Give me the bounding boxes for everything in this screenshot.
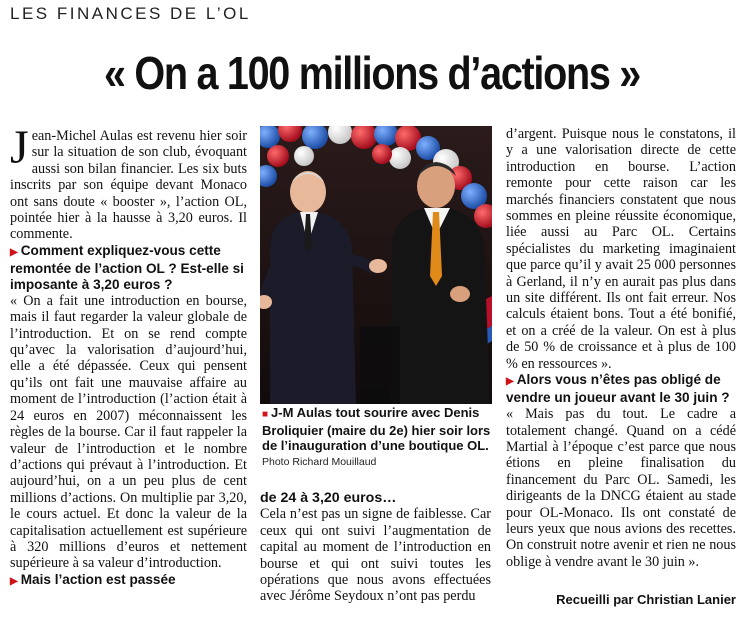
section-kicker: LES FINANCES DE L’OL <box>10 4 251 23</box>
photo-caption <box>262 405 492 468</box>
triangle-bullet-icon: ▶ <box>10 246 18 258</box>
triangle-bullet-icon: ▶ <box>10 575 18 587</box>
article-photo <box>260 126 492 404</box>
caption-text: J-M Aulas tout sourire avec Denis Broliquier (maire du 2e) hier soir lors de l’inauguration d’une boutique OL. <box>262 405 491 453</box>
question-1 <box>10 243 247 293</box>
article-column-1 <box>10 121 247 590</box>
question-1-text: Comment expliquez-vous cette remontée de l’action OL ? Est-elle si imposante à 3,20 euros ? <box>10 242 244 292</box>
question-2 <box>10 572 247 590</box>
answer-1: « On a fait une introduction en bourse, mais il faut regarder la valeur globale de l’introduction. Et on se rend compte qu’avec la valorisation d’aujourd’hui, elle a été dépassée. Ceux qui pensent qu’ils ont fait une mauvaise affaire au moment de l’introduction (l’action était à 24 euros en 2007) méconnaissent les règles de la bourse. Car il faut rappeler la valeur de l’introduction et le nombre d’actions qui prévaut à l’introduction. Et aujourd’hui, on a un peu plus de cent millions d’actions. On multiplie par 3,20, le cours actuel. Et donc la valeur de la capitalisation actuellement est supérieure à 320 millions d’euros et nettement supérieure à sa valeur d’introduction. <box>10 292 247 572</box>
intro-text: ean-Michel Aulas est revenu hier soir sur la situation de son club, évoquant aussi son bilan financier. Les six buts inscrits par son équipe devant Monaco ont sans doute « booster », l’action OL, pointée hier à la hausse à 3,20 euros. Il commente. <box>10 128 247 243</box>
question-3-text: Alors vous n’êtes pas obligé de vendre un joueur avant le 30 juin ? <box>506 372 730 406</box>
answer-2-continued: d’argent. Puisque nous le constatons, il y a une valorisation directe de cette introduction en bourse. L’action remonte pour cette raison car les marchés financiers constatent que nous sommes en pleine réussite économique, liée aussi au Parc OL. Certains spécialistes du marketing imaginaient que parce qu’il y avait 25 000 personnes à Gerland, il n’y en aurait pas plus dans un site différent. Ils ont fait erreur. Nos calculs étaient bons. Tout a été bonifié, et on a créé de la valeur. On est à plus de 50 % de croissance et à plus de 100 % en ressources ». <box>506 126 736 372</box>
answer-3: « Mais pas du tout. Le cadre a totalement changé. Quand on a cédé Martial à l’époque c’est parce que nous étions en pleine finalisation du financement du Parc OL. Samedi, les dirigeants de la DNCG étaient au stade pour OL-Monaco. Ils ont constaté de leurs yeux que nous avions des recettes. On construit notre avenir et rien ne nous oblige à vendre avant le 30 juin ». <box>506 406 736 570</box>
intro-paragraph <box>10 121 247 243</box>
question-3 <box>506 372 736 406</box>
article-column-3 <box>506 126 736 570</box>
square-bullet-icon: ■ <box>262 409 269 420</box>
author-signature: Recueilli par Christian Lanier <box>556 592 736 607</box>
triangle-bullet-icon: ▶ <box>506 376 514 388</box>
article-column-2 <box>260 490 491 605</box>
question-2-text: Mais l’action est passée <box>20 571 176 587</box>
question-2-continuation: de 24 à 3,20 euros… <box>260 490 397 506</box>
drop-cap: J <box>10 121 29 174</box>
photo-illustration <box>260 126 492 404</box>
answer-2: Cela n’est pas un signe de faiblesse. Car ceux qui ont suivi l’augmentation de capital au moment de l’introduction en bourse et qui ont suivi toutes les opérations que nous avons effectuées avec Jérôme Seydoux n’ont pas perdu <box>260 506 491 605</box>
headline: « On a 100 millions d’actions » <box>103 47 641 99</box>
photo-credit: Photo Richard Mouillaud <box>262 455 377 468</box>
